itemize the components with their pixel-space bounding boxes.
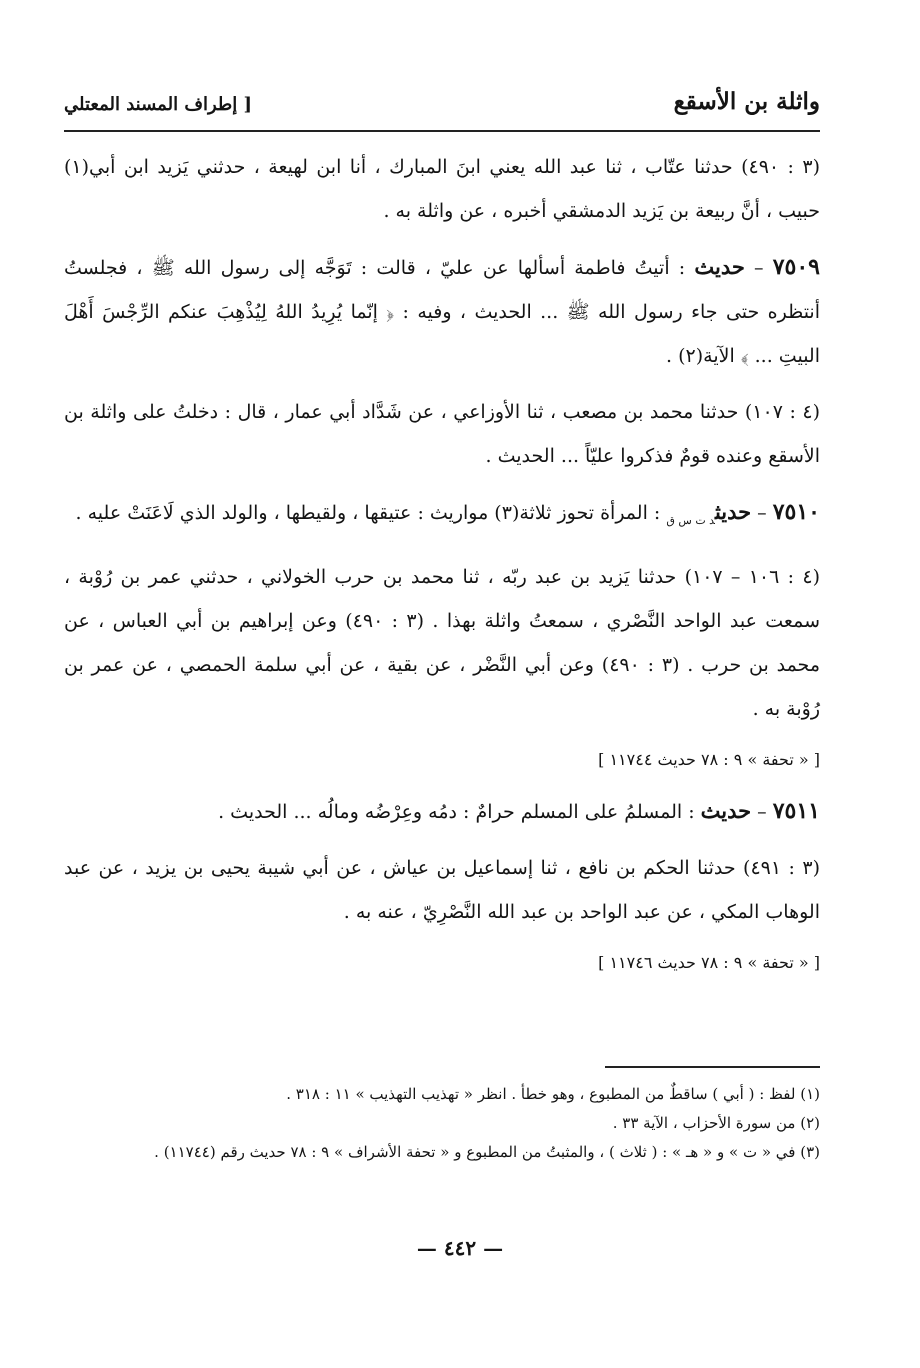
footnote: (٣) في « ت » و « هـ » : ( ثلاث ) ، والمثبتُ من المطبوع و « تحفة الأشراف » ٩ : ٧٨ حديث رقم (١١٧٤٤) . (154, 1143, 820, 1161)
hadith-text: : المسلمُ على المسلم حرامٌ : دمُه وعِرْضُه ومالُه ... الحديث . (218, 800, 695, 823)
footnote: (١) لفظ : ( أبي ) ساقطٌ من المطبوع ، وهو خطأ . انظر « تهذيب التهذيب » ١١ : ٣١٨ . (286, 1085, 820, 1103)
hadith-label: حديث (694, 254, 745, 279)
hadith-entry: ٧٥٠٩ – حديث : أتيتُ فاطمة أسألها عن عليّ ، قالت : تَوَجَّه إلى رسول الله ﷺ ، فجلستُ أنتظره حتى جاء رسول الله ﷺ ... الحديث ، وفيه : ﴿ إنّما يُرِيدُ اللهُ لِيُذْهِبَ عنكم الرِّجْسَ أَهْلَ البيتِ ... ﴾ الآية(٢) . (64, 254, 820, 367)
page-header (64, 86, 820, 132)
paragraph: (٤ : ١٠٦ – ١٠٧) حدثنا يَزيد بن عبد ربّه ، ثنا محمد بن حرب الخولاني ، حدثني عمر بن رُوْبة ، سمعت عبد الواحد النَّصْري ، سمعتُ واثلة بهذا . (٣ : ٤٩٠) وعن إبراهيم بن أبي العباس ، عن محمد بن حرب . (٣ : ٤٩٠) وعن أبي النَّضْر ، عن بقية ، عن أبي سلمة الحمصي ، عن عمر بن رُوْبة به . (64, 565, 820, 720)
main-text (64, 145, 820, 992)
hadith-number: ٧٥١٠ (772, 499, 820, 525)
hadith-entry: ٧٥١١ – حديث : المسلمُ على المسلم حرامٌ : دمُه وعِرْضُه ومالُه ... الحديث . (218, 797, 820, 824)
hadith-label: حديث (714, 499, 752, 524)
hadith-sources: د ت س ق (666, 513, 715, 527)
paragraph: (٤ : ١٠٧) حدثنا محمد بن مصعب ، ثنا الأوزاعي ، عن شَدَّاد أبي عمار ، قال : دخلتُ على واثلة بن الأسقع وعنده قومٌ فذكروا عليّاً ... الحديث . (64, 401, 820, 467)
header-chapter-title: واثلة بن الأسقع (673, 88, 820, 115)
paragraph: (٣ : ٤٩٠) حدثنا عتّاب ، ثنا عبد الله يعني ابنَ المبارك ، أنا ابن لهيعة ، حدثني يَزيد ابن أبي(١) حبيب ، أنَّ ربيعة بن يَزيد الدمشقي أخبره ، عن واثلة به . (64, 156, 820, 222)
tuhfa-reference: [ « تحفة » ٩ : ٧٨ حديث ١١٧٤٦ ] (598, 952, 820, 972)
page-number: — ٤٤٢ — (416, 1236, 504, 1260)
hadith-label: حديث (700, 797, 752, 823)
tuhfa-reference: [ « تحفة » ٩ : ٧٨ حديث ١١٧٤٤ ] (598, 749, 820, 769)
header-book-title: [ إطراف المسند المعتلي (64, 94, 253, 115)
hadith-number: ٧٥٠٩ (772, 254, 820, 280)
hadith-text: : المرأة تحوز ثلاثة(٣) مواريث : عتيقها ، ولقيطها ، والولد الذي لَاعَنَتْ عليه . (75, 502, 661, 524)
footnote-separator (605, 1066, 820, 1068)
footnotes (64, 1080, 820, 1167)
hadith-entry: ٧٥١٠ – حديث$_{د ت س ق}$ : المرأة تحوز ثلاثة(٣) مواريث : عتيقها ، ولقيطها ، والولد الذي لَاعَنَتْ عليه . (75, 499, 820, 527)
hadith-text: : أتيتُ فاطمة أسألها عن عليّ ، قالت : تَوَجَّه إلى رسول الله ﷺ ، فجلستُ أنتظره حتى جاء رسول الله ﷺ ... الحديث ، وفيه : ﴿ إنّما يُرِيدُ اللهُ لِيُذْهِبَ عنكم الرِّجْسَ أَهْلَ البيتِ ... ﴾ الآية(٢) . (64, 257, 820, 367)
paragraph: (٣ : ٤٩١) حدثنا الحكم بن نافع ، ثنا إسماعيل بن عياش ، عن أبي شيبة يحيى بن يزيد ، عن عبد الوهاب المكي ، عن عبد الواحد بن عبد الله النَّصْرِيّ ، عنه به . (64, 856, 820, 923)
hadith-number: ٧٥١١ (772, 797, 820, 824)
footnote: (٢) من سورة الأحزاب ، الآية ٣٣ . (612, 1114, 820, 1132)
